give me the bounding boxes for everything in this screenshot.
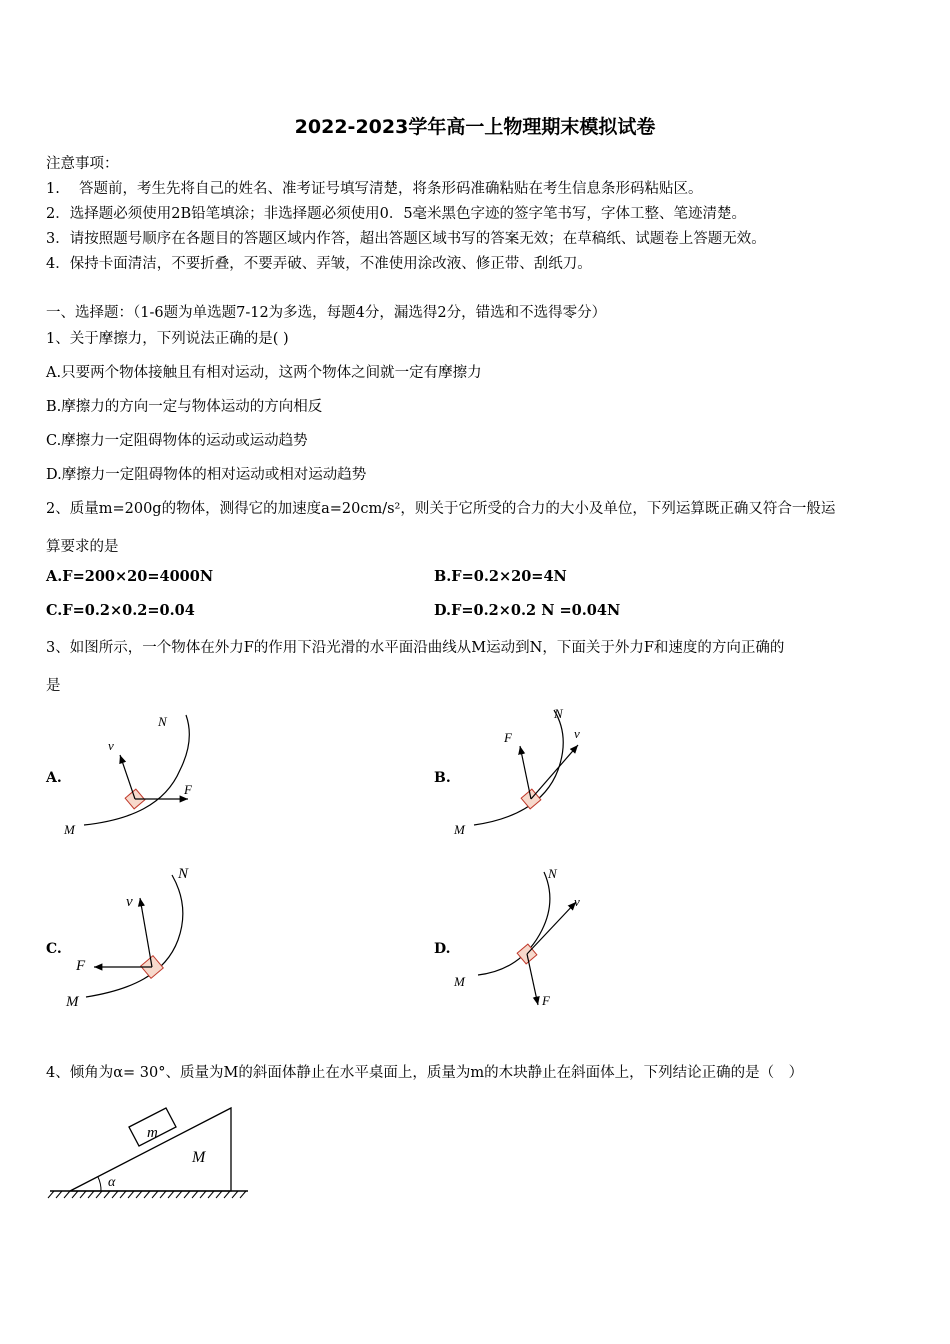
svg-text:N: N: [178, 866, 189, 882]
q3-label-a: A.: [46, 770, 62, 786]
trajectory-curve: [84, 715, 189, 825]
q2-option-b: B.F=0.2×20=4N: [434, 568, 567, 585]
notice-heading: 注意事项：: [46, 156, 119, 172]
svg-text:M: M: [454, 822, 465, 837]
label-M: M: [64, 822, 75, 837]
svg-text:F: F: [504, 730, 512, 745]
svg-text:v: v: [574, 894, 580, 909]
svg-text:M: M: [66, 994, 79, 1010]
q3-figure-a: [60, 710, 220, 840]
q2-option-c: C.F=0.2×0.2=0.04: [46, 602, 195, 619]
q4-stem: 4、倾角为α= 30°、质量为M的斜面体静止在水平桌面上，质量为m的木块静止在斜面体上，下列结论正确的是（ ）: [46, 1065, 804, 1081]
q2-stem-line2: 算要求的是: [46, 539, 119, 555]
svg-text:F: F: [76, 958, 86, 974]
q1-stem: 1、关于摩擦力，下列说法正确的是( ): [46, 331, 289, 347]
notice-item-1: 1. 答题前，考生先将自己的姓名、准考证号填写清楚，将条形码准确粘贴在考生信息条形码粘贴区。: [46, 181, 703, 197]
q2-stem-line1: 2、质量m=200g的物体，测得它的加速度a=20cm/s²，则关于它所受的合力的大小及单位，下列运算既正确又符合一般运: [46, 501, 836, 517]
q3-stem-line2: 是: [46, 678, 61, 694]
svg-text:α: α: [108, 1175, 116, 1190]
svg-text:v: v: [574, 726, 580, 741]
q3-label-b: B.: [434, 770, 451, 786]
label-v: v: [108, 738, 114, 753]
page-title: 2022-2023学年高一上物理期末模拟试卷: [294, 116, 656, 138]
q3-stem-line1: 3、如图所示，一个物体在外力F的作用下沿光滑的水平面沿曲线从M运动到N，下面关于外力F和速度的方向正确的: [46, 640, 785, 656]
svg-text:M: M: [454, 974, 465, 989]
svg-text:M: M: [192, 1149, 206, 1166]
q2-option-d: D.F=0.2×0.2 N =0.04N: [434, 602, 621, 619]
notice-item-2: 2．选择题必须使用2B铅笔填涂；非选择题必须使用0．5毫米黑色字迹的签字笔书写，字体工整、笔迹清楚。: [46, 206, 747, 222]
svg-text:N: N: [548, 866, 557, 881]
q3-figure-b: [450, 700, 610, 840]
q3-label-d: D.: [434, 941, 451, 957]
q3-label-c: C.: [46, 941, 62, 957]
q1-option-c: C.摩擦力一定阻碍物体的运动或运动趋势: [46, 433, 308, 449]
svg-text:N: N: [554, 706, 563, 721]
notice-item-3: 3．请按照题号顺序在各题目的答题区域内作答，超出答题区域书写的答案无效；在草稿纸、试题卷上答题无效。: [46, 231, 766, 247]
q3-figure-d: [450, 860, 610, 1010]
svg-text:F: F: [542, 993, 550, 1008]
q3-figure-c: [60, 860, 220, 1015]
label-N: N: [158, 714, 167, 729]
q1-option-d: D.摩擦力一定阻碍物体的相对运动或相对运动趋势: [46, 467, 367, 483]
notice-item-4: 4．保持卡面清洁，不要折叠，不要弄破、弄皱，不准使用涂改液、修正带、刮纸刀。: [46, 256, 592, 272]
q2-option-a: A.F=200×20=4000N: [46, 568, 214, 585]
section-heading: 一、选择题：（1-6题为单选题7-12为多选，每题4分，漏选得2分，错选和不选得零分）: [46, 305, 607, 321]
q4-incline-figure: [46, 1100, 256, 1205]
svg-text:v: v: [126, 894, 133, 910]
q1-option-b: B.摩擦力的方向一定与物体运动的方向相反: [46, 399, 323, 415]
label-F: F: [184, 782, 192, 797]
q1-option-a: A.只要两个物体接触且有相对运动，这两个物体之间就一定有摩擦力: [46, 365, 482, 381]
svg-text:m: m: [147, 1125, 158, 1141]
